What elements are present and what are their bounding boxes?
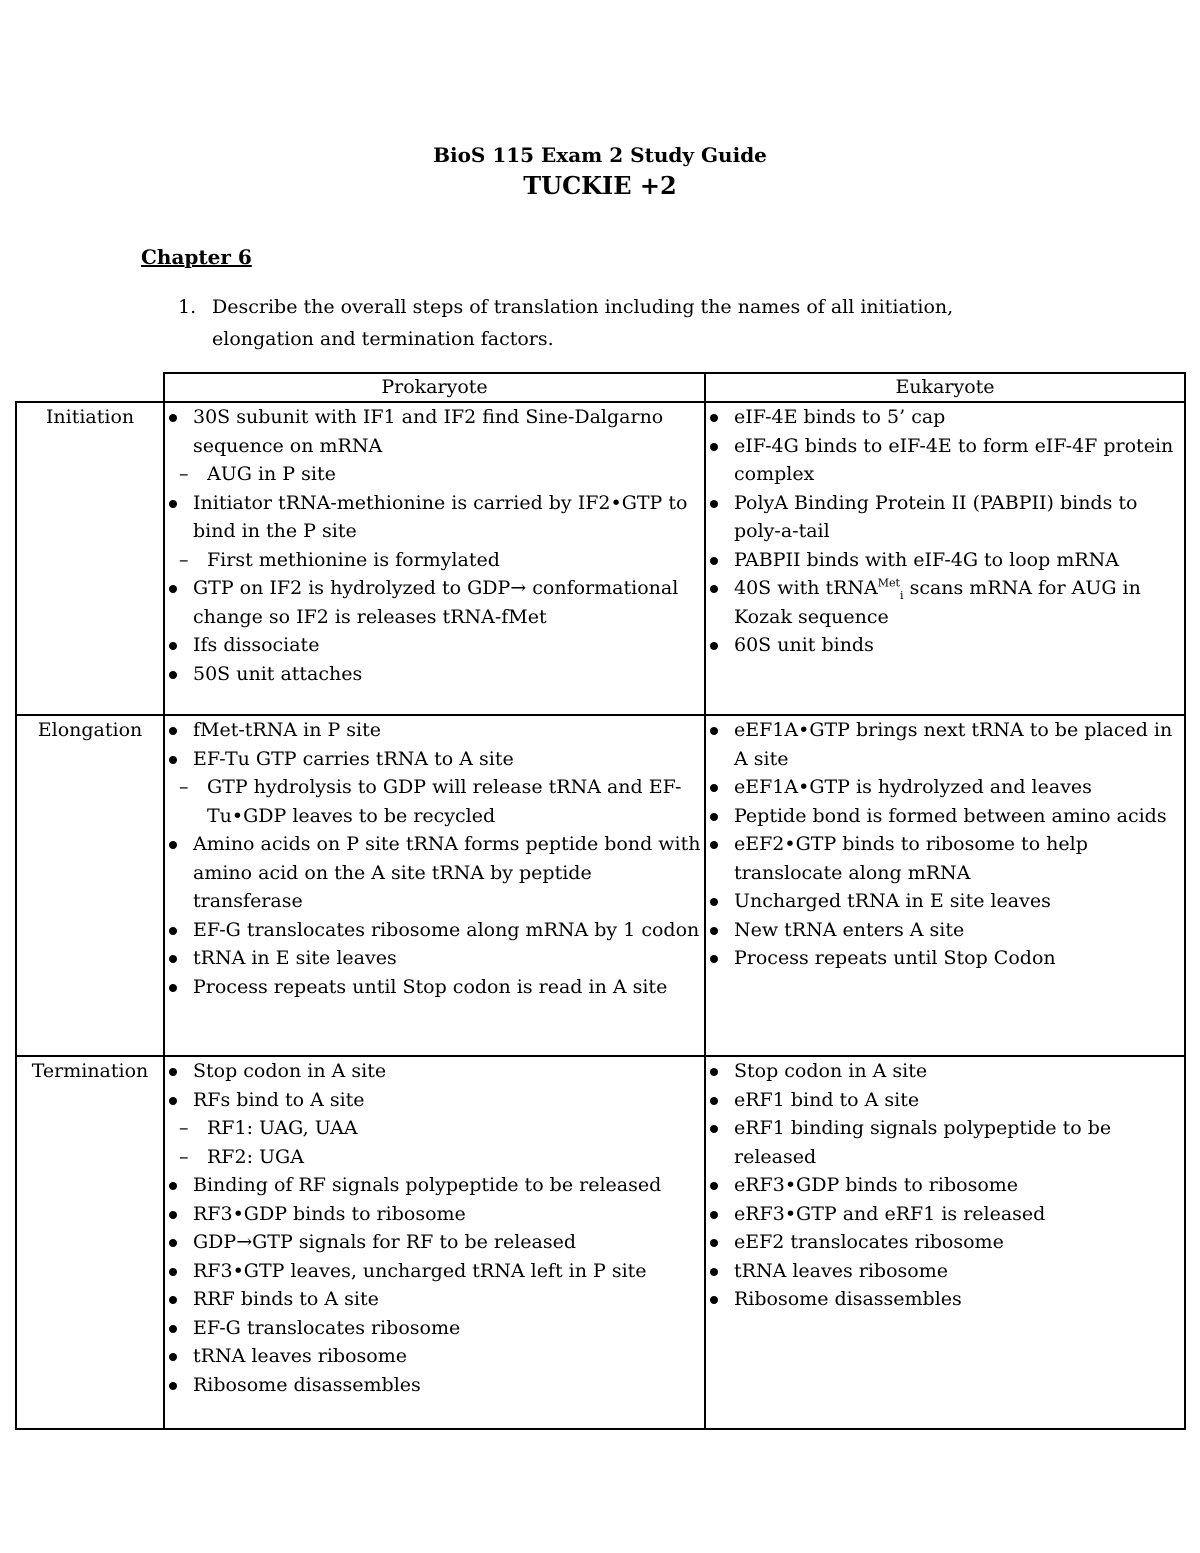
list-item: Initiator tRNA-methionine is carried by IF2•GTP to bind in the P site bbox=[165, 489, 704, 546]
row-label-initiation: Initiation bbox=[16, 402, 164, 715]
list-item: 50S unit attaches bbox=[165, 660, 704, 689]
list-item: 60S unit binds bbox=[706, 631, 1184, 660]
translation-table bbox=[15, 372, 1186, 1430]
list-item: eRF1 binding signals polypeptide to be released bbox=[706, 1114, 1184, 1171]
row-label-elongation: Elongation bbox=[16, 715, 164, 1056]
list-item: Process repeats until Stop Codon bbox=[706, 944, 1184, 973]
list-item: eRF3•GTP and eRF1 is released bbox=[706, 1200, 1184, 1229]
list-item-text: scans mRNA for AUG in Kozak sequence bbox=[734, 577, 1141, 628]
table-row-elongation bbox=[16, 715, 1185, 1056]
cell-elongation-eukaryote bbox=[705, 715, 1185, 1056]
list-termination-prokaryote bbox=[165, 1057, 704, 1399]
table-row-initiation bbox=[16, 402, 1185, 715]
list-elongation-prokaryote bbox=[165, 716, 704, 1001]
sub-list-item: – RF2: UGA bbox=[165, 1143, 704, 1172]
cell-elongation-prokaryote bbox=[164, 715, 705, 1056]
cell-termination-eukaryote bbox=[705, 1056, 1185, 1429]
list-item-superscript: Met bbox=[877, 576, 900, 590]
row-label-termination: Termination bbox=[16, 1056, 164, 1429]
list-item: EF-G translocates ribosome along mRNA by 1 codon bbox=[165, 916, 704, 945]
list-item: RRF binds to A site bbox=[165, 1285, 704, 1314]
list-item: PolyA Binding Protein II (PABPII) binds to poly-a-tail bbox=[706, 489, 1184, 546]
list-item: RF3•GTP leaves, uncharged tRNA left in P site bbox=[165, 1257, 704, 1286]
list-item: Amino acids on P site tRNA forms peptide bond with amino acid on the A site tRNA by peptide transferase bbox=[165, 830, 704, 916]
sub-list-item: – RF1: UAG, UAA bbox=[165, 1114, 704, 1143]
list-item: eEF1A•GTP is hydrolyzed and leaves bbox=[706, 773, 1184, 802]
list-item: GTP on IF2 is hydrolyzed to GDP→ conformational change so IF2 is releases tRNA-fMet bbox=[165, 574, 704, 631]
list-item: Binding of RF signals polypeptide to be released bbox=[165, 1171, 704, 1200]
list-item: Stop codon in A site bbox=[706, 1057, 1184, 1086]
sub-list-item: – GTP hydrolysis to GDP will release tRNA and EF-Tu•GDP leaves to be recycled bbox=[165, 773, 704, 830]
table-header-row bbox=[16, 373, 1185, 402]
question-number: 1. bbox=[178, 296, 197, 318]
list-item: 30S subunit with IF1 and IF2 find Sine-Dalgarno sequence on mRNA bbox=[165, 403, 704, 460]
sub-list-item: – First methionine is formylated bbox=[165, 546, 704, 575]
list-item: tRNA leaves ribosome bbox=[165, 1342, 704, 1371]
sub-list-item: – AUG in P site bbox=[165, 460, 704, 489]
list-item: GDP→GTP signals for RF to be released bbox=[165, 1228, 704, 1257]
list-initiation-eukaryote bbox=[706, 403, 1184, 660]
list-termination-eukaryote bbox=[706, 1057, 1184, 1314]
list-item: New tRNA enters A site bbox=[706, 916, 1184, 945]
list-item: Uncharged tRNA in E site leaves bbox=[706, 887, 1184, 916]
list-initiation-prokaryote bbox=[165, 403, 704, 688]
list-item bbox=[706, 574, 1184, 631]
list-item: eEF2 translocates ribosome bbox=[706, 1228, 1184, 1257]
list-item: tRNA in E site leaves bbox=[165, 944, 704, 973]
list-item: eIF-4E binds to 5’ cap bbox=[706, 403, 1184, 432]
column-header-prokaryote: Prokaryote bbox=[164, 373, 705, 402]
list-item: Stop codon in A site bbox=[165, 1057, 704, 1086]
chapter-heading: Chapter 6 bbox=[141, 245, 252, 269]
list-item: PABPII binds with eIF-4G to loop mRNA bbox=[706, 546, 1184, 575]
list-item: fMet-tRNA in P site bbox=[165, 716, 704, 745]
list-item: tRNA leaves ribosome bbox=[706, 1257, 1184, 1286]
list-item-prefix: 40S with tRNA bbox=[734, 577, 878, 599]
document-title: BioS 115 Exam 2 Study Guide bbox=[433, 143, 767, 167]
list-item: Ribosome disassembles bbox=[165, 1371, 704, 1400]
list-item: EF-Tu GTP carries tRNA to A site bbox=[165, 745, 704, 774]
list-elongation-eukaryote bbox=[706, 716, 1184, 973]
list-item: EF-G translocates ribosome bbox=[165, 1314, 704, 1343]
question-text: Describe the overall steps of translation including the names of all initiation, elongation and termination factors. bbox=[212, 296, 954, 350]
cell-initiation-eukaryote bbox=[705, 402, 1185, 715]
list-item: eEF2•GTP binds to ribosome to help translocate along mRNA bbox=[706, 830, 1184, 887]
list-item: eRF3•GDP binds to ribosome bbox=[706, 1171, 1184, 1200]
cell-initiation-prokaryote bbox=[164, 402, 705, 715]
question-1 bbox=[178, 291, 1058, 355]
list-item: eIF-4G binds to eIF-4E to form eIF-4F protein complex bbox=[706, 432, 1184, 489]
list-item: Process repeats until Stop codon is read in A site bbox=[165, 973, 704, 1002]
list-item: Ifs dissociate bbox=[165, 631, 704, 660]
list-item-subscript: i bbox=[899, 588, 904, 602]
list-item: eEF1A•GTP brings next tRNA to be placed in A site bbox=[706, 716, 1184, 773]
list-item: Peptide bond is formed between amino acids bbox=[706, 802, 1184, 831]
column-header-eukaryote: Eukaryote bbox=[705, 373, 1185, 402]
list-item: RFs bind to A site bbox=[165, 1086, 704, 1115]
document-subtitle: TUCKIE +2 bbox=[523, 171, 677, 200]
table-row-termination bbox=[16, 1056, 1185, 1429]
table-corner bbox=[16, 373, 164, 402]
list-item: eRF1 bind to A site bbox=[706, 1086, 1184, 1115]
list-item: Ribosome disassembles bbox=[706, 1285, 1184, 1314]
list-item: RF3•GDP binds to ribosome bbox=[165, 1200, 704, 1229]
cell-termination-prokaryote bbox=[164, 1056, 705, 1429]
